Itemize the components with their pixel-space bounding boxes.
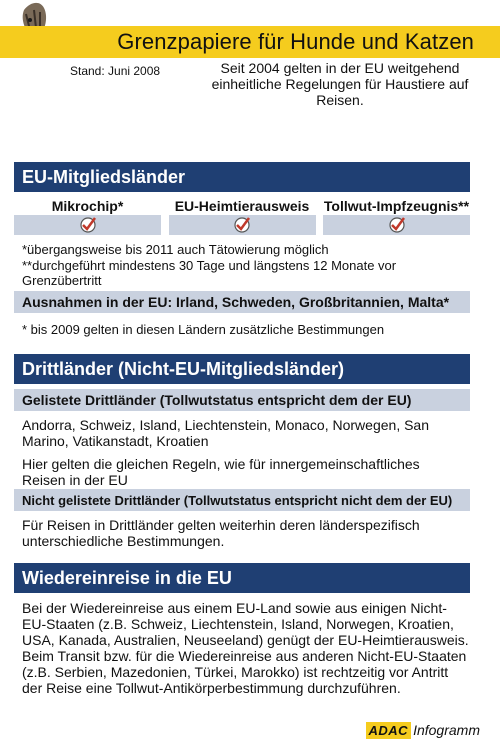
footnote-tattoo: *übergangsweise bis 2011 auch Tätowierung möglich [22,242,329,257]
checkmark-icon [79,216,97,234]
requirement-label: EU-Heimtierausweis [174,198,310,214]
unlisted-countries-rule: Für Reisen in Drittländer gelten weiterhin deren länderspezifisch unterschiedliche Bestimmungen. [22,517,420,549]
eu-exceptions-bar: Ausnahmen in der EU: Irland, Schweden, Großbritannien, Malta* [14,291,470,313]
requirements-row [14,197,470,237]
requirement-microchip [14,197,161,237]
reentry-text: Bei der Wiedereinreise aus einem EU-Land sowie aus einigen Nicht-EU-Staaten (z.B. Schweiz, Liechtenstein, Island, Norwegen, Kroatien, USA, Kanada, Australien, Neuseeland) genügt der EU-Heimtierausweis. Beim Transit bzw. für die Wiedereinreise aus anderen Nicht-EU-Staaten (z.B. Serbien, Mazedonien, Türkei, Marokko) ist rechtzeitig vor Antritt der Reise eine Tollwut-Antikörperbestimmung durchzuführen. [22,600,469,696]
title-bar [0,26,500,58]
header-area [0,58,500,158]
requirement-check-cell [169,215,316,235]
listed-countries-bar: Gelistete Drittländer (Tollwutstatus entspricht dem der EU) [14,389,470,411]
intro-text: Seit 2004 gelten in der EU weitgehend einheitliche Regelungen für Haustiere auf Reisen. [211,60,469,108]
infogramm-label: Infogramm [413,722,480,738]
exceptions-note: * bis 2009 gelten in diesen Ländern zusätzliche Bestimmungen [22,322,385,337]
page-title: Grenzpapiere für Hunde und Katzen [117,29,474,54]
stand-date: Stand: Juni 2008 [70,64,161,78]
section-third-countries-heading: Drittländer (Nicht-EU-Mitgliedsländer) [14,354,470,384]
checkmark-icon [388,216,406,234]
adac-logo-icon: ADAC [366,722,412,739]
section-eu-heading: EU-Mitgliedsländer [14,162,470,192]
listed-countries-text: Andorra, Schweiz, Island, Liechtenstein, Monaco, Norwegen, San Marino, Vatikanstadt, Kroatien [22,417,430,449]
requirement-label: Mikrochip* [51,198,124,214]
unlisted-countries-bar: Nicht gelistete Drittländer (Tollwutstatus entspricht nicht dem der EU) [14,489,470,511]
requirement-rabies-certificate [323,197,470,237]
requirement-check-cell [323,215,470,235]
requirement-check-cell [14,215,161,235]
listed-countries-rule: Hier gelten die gleichen Regeln, wie für innergemeinschaftliches Reisen in der EU [22,456,420,488]
requirement-label: Tollwut-Impfzeugnis** [323,198,470,214]
adac-infogramm-logo [366,722,480,739]
section-reentry-heading: Wiedereinreise in die EU [14,563,470,593]
requirement-pet-passport [169,197,316,237]
footnote-rabies-timing: **durchgeführt mindestens 30 Tage und längstens 12 Monate vor Grenzübertritt [22,258,397,288]
checkmark-icon [233,216,251,234]
